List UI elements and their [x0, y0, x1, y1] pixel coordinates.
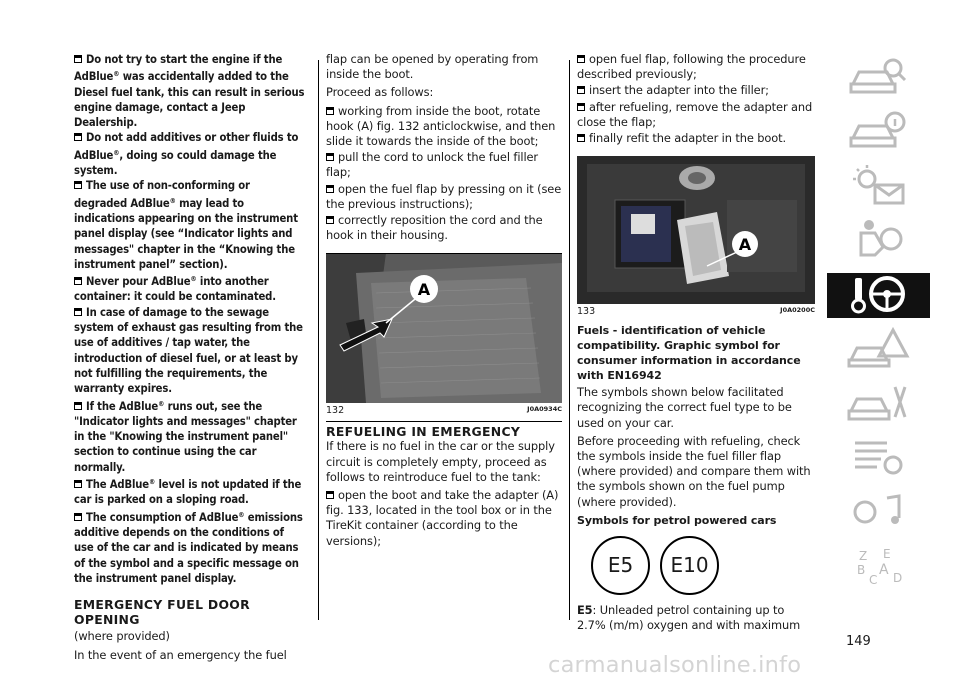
figure-code: J0A0200C [780, 306, 815, 315]
car-warning-icon [847, 326, 911, 374]
figure-132 [326, 253, 562, 416]
bullet-item [74, 305, 306, 397]
figure-label-a: A [738, 235, 752, 255]
boot-hook-photo [326, 253, 562, 403]
bullet-item [326, 182, 562, 212]
fuel-symbol-row [591, 536, 815, 595]
chapter-tab-7[interactable] [827, 437, 930, 482]
section-heading-emergency-fuel-door: EMERGENCY FUEL DOOR OPENING [74, 597, 250, 628]
car-tools-icon [847, 381, 911, 429]
bullet-item [326, 150, 562, 180]
bullet-item [74, 178, 306, 272]
registered-mark: ® [148, 478, 156, 487]
bullet-text: , doing so could damage the system. [74, 148, 277, 178]
bullet-text: If the AdBlue [86, 399, 159, 413]
chapter-tab-4[interactable] [827, 273, 930, 318]
chapter-tab-sidebar [827, 55, 930, 600]
refueling-steps-continued [577, 52, 815, 146]
column-3 [577, 52, 815, 633]
registered-mark: ® [238, 510, 245, 519]
figure-bottom-rule [326, 421, 562, 422]
bullet-text: Never pour AdBlue [86, 275, 191, 289]
symbols-paragraph-1: The symbols shown below facilitated recognizing the correct fuel type to be used on your car. [577, 385, 792, 430]
bullet-text: after refueling, remove the adapter and close the flap; [577, 99, 813, 129]
petrol-symbols-heading: Symbols for petrol powered cars [577, 513, 777, 527]
alphabet-index-icon [847, 544, 911, 592]
column-divider-1 [318, 60, 319, 620]
bullet-text: into another container: it could be contaminated. [74, 275, 276, 304]
registered-mark: ® [190, 275, 197, 284]
page-number: 149 [846, 634, 871, 649]
bullet-text: The AdBlue [86, 478, 149, 492]
bullet-box-icon [326, 185, 334, 193]
light-envelope-icon [847, 163, 911, 211]
bullet-text: Do not add additives or other fluids to AdBlue [74, 131, 299, 162]
registered-mark: ® [113, 70, 120, 79]
car-magnifier-icon [847, 54, 911, 102]
symbols-paragraph-2: Before proceeding with refueling, check the symbols inside the fuel filler flap (where provided) and compare them with the symbols shown on the fuel pump (where provided). [577, 433, 811, 509]
svg-text:Z: Z [858, 549, 867, 563]
bullet-box-icon [74, 308, 82, 316]
refueling-paragraph: If there is no fuel in the car or the supply circuit is completely empty, proceed as follows to reintroduce fuel to the tank: [326, 439, 555, 484]
bullet-text: pull the cord to unlock the fuel filler flap; [326, 150, 539, 180]
chapter-tab-2[interactable] [827, 164, 930, 209]
svg-text:C: C [868, 573, 877, 587]
bullet-item [577, 83, 815, 98]
where-provided-note: (where provided) [74, 629, 170, 644]
bullet-text: emissions additive depends on the conditions of use of the car and is indicated by means of the symbol and a specific message on the instrument panel display. [74, 510, 303, 585]
key-steering-wheel-icon [847, 272, 911, 320]
figure-caption [577, 306, 815, 317]
tool-box-adapter-photo [577, 156, 815, 304]
section-heading-refueling: REFUELING IN EMERGENCY [326, 424, 521, 440]
specs-gear-icon [847, 435, 911, 483]
bullet-item [74, 475, 306, 508]
bullet-text: correctly reposition the cord and the hook in their housing. [326, 213, 543, 243]
bullet-box-icon [74, 277, 82, 285]
chapter-tab-9[interactable] [827, 546, 930, 591]
figure-top-rule [326, 253, 562, 254]
bullet-box-icon [74, 181, 82, 189]
svg-text:B: B [856, 563, 865, 577]
bullet-box-icon [74, 55, 82, 63]
chapter-tab-6[interactable] [827, 382, 930, 427]
bullet-text: open the fuel flap by pressing on it (see the previous instructions); [326, 181, 562, 211]
bullet-text: insert the adapter into the filler; [589, 83, 769, 98]
car-info-icon [847, 108, 911, 156]
column-divider-2 [569, 60, 570, 620]
bullet-box-icon [577, 55, 585, 63]
fuel-symbol-e10: E10 [660, 536, 719, 595]
bullet-text: level is not updated if the car is parked on a sloping road. [74, 478, 302, 507]
bullet-box-icon [74, 513, 82, 521]
airbag-person-icon [847, 217, 911, 265]
bullet-text: working from inside the boot, rotate hook (A) fig. 132 anticlockwise, and then slide it towards the inside of the boot; [326, 103, 556, 149]
chapter-tab-1[interactable] [827, 110, 930, 155]
bullet-box-icon [577, 103, 585, 111]
e5-description [577, 603, 815, 633]
bullet-item [74, 52, 306, 130]
e5-label: E5 [577, 602, 593, 617]
column-2 [326, 52, 562, 550]
bullet-text: The use of non-conforming or degraded AdBlue [74, 179, 250, 210]
figure-number: 133 [577, 306, 596, 318]
bullet-item [577, 52, 815, 82]
intro-paragraph: In the event of an emergency the fuel [74, 648, 287, 663]
bullet-box-icon [577, 86, 585, 94]
bullet-text: open fuel flap, following the procedure described previously; [577, 52, 806, 82]
bullet-item [74, 272, 306, 305]
bullet-text: finally refit the adapter in the boot. [589, 131, 787, 146]
bullet-box-icon [326, 107, 334, 115]
figure-label-a: A [417, 280, 431, 300]
fuel-symbol-e5: E5 [591, 536, 650, 595]
bullet-item [577, 131, 815, 146]
chapter-tab-5[interactable] [827, 328, 930, 373]
bullet-text: Do not try to start the engine if the AdBlue [74, 53, 283, 84]
bullet-text: was accidentally added to the Diesel fuel tank, this can result in serious engine damage, contact a Jeep Dealership. [74, 70, 305, 130]
bullet-text: runs out, see the "Indicator lights and messages" chapter in the "Knowing the instrument panel" section to continue using the car normally. [74, 399, 297, 474]
registered-mark: ® [169, 196, 176, 205]
bullet-item [326, 104, 562, 150]
bullet-box-icon [74, 133, 82, 141]
chapter-tab-3[interactable] [827, 219, 930, 264]
registered-mark: ® [113, 148, 120, 157]
figure-caption [326, 405, 562, 416]
continued-paragraph: flap can be opened by operating from inside the boot. [326, 52, 539, 82]
bullet-box-icon [326, 153, 334, 161]
bullet-item [326, 488, 562, 549]
chapter-tab-8[interactable] [827, 491, 930, 536]
svg-text:A: A [878, 562, 889, 578]
figure-code: J0A0934C [527, 405, 562, 414]
svg-text:E: E [882, 547, 891, 561]
refueling-steps [326, 488, 562, 549]
svg-text:D: D [892, 571, 902, 585]
multimedia-icon [847, 490, 911, 538]
registered-mark: ® [158, 399, 165, 408]
fuels-subheading: Fuels - identification of vehicle compatibility. Graphic symbol for consumer information in accordance with EN16942 [577, 324, 801, 383]
column-1 [74, 52, 306, 664]
bullet-item [74, 508, 306, 586]
bullet-text: open the boot and take the adapter (A) fig. 133, located in the tool box or in the TireKit container (according to the versions); [326, 488, 559, 548]
bullet-box-icon [326, 491, 334, 499]
bullet-item [74, 130, 306, 178]
bullet-box-icon [74, 480, 82, 488]
bullet-text: In case of damage to the sewage system of exhaust gas resulting from the use of additives / tap water, the introduction of diesel fuel, or at least by not fulfilling the requirements, the warranty expires. [74, 305, 303, 396]
bullet-item [74, 397, 306, 475]
bullet-box-icon [577, 134, 585, 142]
bullet-box-icon [326, 216, 334, 224]
e5-text: : Unleaded petrol containing up to 2.7% (m/m) oxygen and with maximum [577, 602, 801, 633]
bullet-box-icon [74, 402, 82, 410]
chapter-tab-0[interactable] [827, 55, 930, 100]
emergency-door-steps [326, 104, 562, 244]
proceed-label: Proceed as follows: [326, 85, 434, 100]
bullet-text: The consumption of AdBlue [86, 510, 239, 524]
warning-bullet-list [74, 52, 306, 586]
bullet-text: may lead to indications appearing on the instrument panel display (see “Indicator lights and messages" chapter in the “Knowing the instrument panel” section). [74, 196, 298, 271]
figure-133 [577, 156, 815, 317]
bullet-item [577, 100, 815, 130]
bullet-item [326, 213, 562, 243]
figure-number: 132 [326, 405, 345, 417]
watermark: carmanualsonline.info [548, 652, 802, 678]
